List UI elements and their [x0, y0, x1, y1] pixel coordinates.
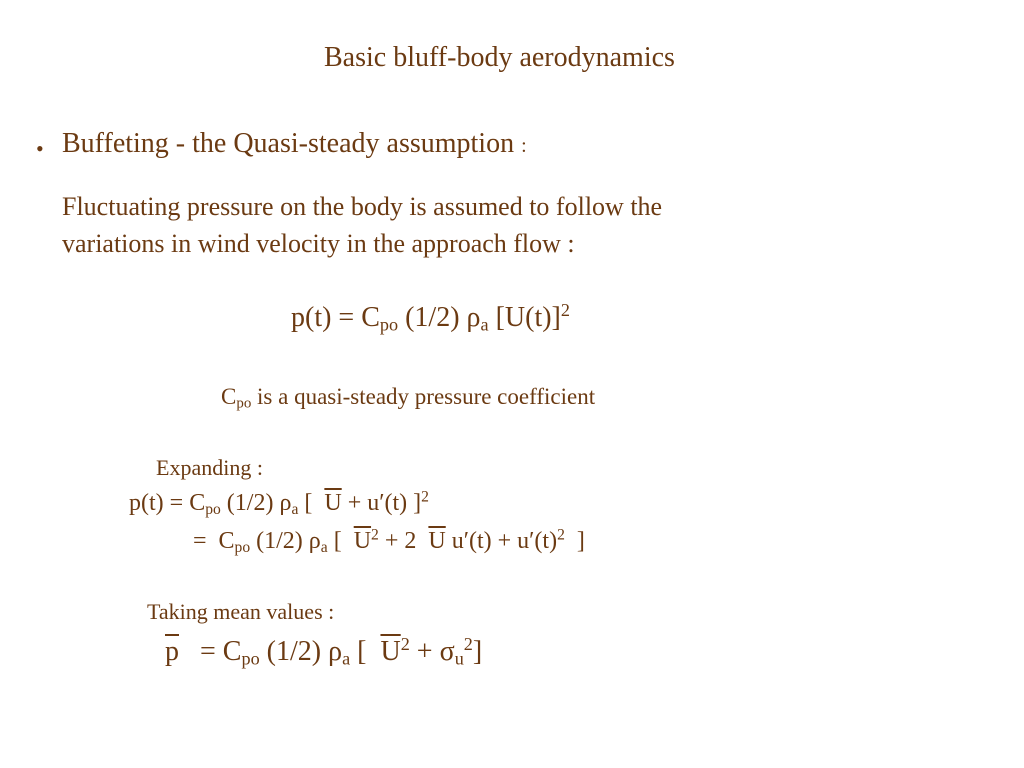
- eq4-half-rho: (1/2) ρ: [259, 636, 343, 667]
- eq3-mean-u: $\overline{U}$: [353, 528, 372, 554]
- eq4-mean-p: $\overline{p}$: [165, 636, 179, 667]
- eq3-rest: u′(t) + u′(t): [445, 528, 558, 554]
- eq4-close: ]: [472, 636, 483, 667]
- cpo-definition: [221, 384, 595, 410]
- eq2-mean-u: $\overline{U}$: [324, 490, 342, 516]
- paragraph-line-1: Fluctuating pressure on the body is assumed to follow the: [62, 192, 663, 221]
- eq3-open: [: [327, 528, 354, 554]
- eq4-mid: = C: [179, 636, 242, 667]
- eq3-sq2: 2: [557, 526, 565, 544]
- equation-mean-pressure: [165, 636, 482, 668]
- eq2-sq: 2: [421, 488, 429, 506]
- description-paragraph: [62, 188, 662, 262]
- bullet-heading-colon: :: [521, 135, 527, 157]
- eq4-a: a: [342, 648, 351, 669]
- equation-expanded-1: [129, 490, 429, 517]
- slide-title: Basic bluff-body aerodynamics: [324, 42, 675, 73]
- eq3-lhs: = C: [193, 528, 235, 554]
- eq3-po: po: [234, 538, 251, 556]
- eq2-open: [: [298, 490, 325, 516]
- eq4-mean-u: $\overline{U}$: [380, 636, 401, 667]
- eq2-half-rho: (1/2) ρ: [220, 490, 292, 516]
- cpo-c: C: [221, 384, 237, 409]
- eq4-sq1: 2: [400, 634, 410, 654]
- eq2-po: po: [205, 500, 221, 518]
- paragraph-line-2: variations in wind velocity in the approach flow :: [62, 229, 575, 258]
- eq2-lhs: p(t) = C: [129, 490, 206, 516]
- eq1-ut: [U(t)]: [488, 302, 561, 333]
- eq1-sq: 2: [560, 300, 570, 320]
- equation-expanded-2: [193, 528, 585, 555]
- cpo-text: is a quasi-steady pressure coefficient: [251, 384, 596, 409]
- equation-quasi-steady: [291, 302, 570, 334]
- eq1-po: po: [379, 314, 399, 335]
- bullet-heading: [62, 128, 527, 160]
- mean-values-label: Taking mean values :: [147, 599, 335, 624]
- eq3-mean-u-2: $\overline{U}$: [428, 528, 446, 554]
- eq4-po: po: [241, 648, 260, 669]
- cpo-po: po: [236, 395, 252, 412]
- eq1-half-rho: (1/2) ρ: [398, 302, 481, 333]
- expanding-label: Expanding :: [156, 455, 263, 480]
- eq3-mid: + 2: [378, 528, 429, 554]
- eq1-lhs: p(t) = C: [291, 302, 380, 333]
- eq2-rest: + u′(t) ]: [341, 490, 422, 516]
- bullet-marker: •: [36, 136, 44, 161]
- eq3-sq1: 2: [371, 526, 379, 544]
- eq4-open: [: [350, 636, 381, 667]
- eq2-a: a: [291, 500, 299, 518]
- eq3-close: ]: [564, 528, 585, 554]
- eq3-a: a: [320, 538, 328, 556]
- eq4-plus-sigma: + σ: [409, 636, 455, 667]
- eq4-sq2: 2: [463, 634, 473, 654]
- eq3-half-rho: (1/2) ρ: [250, 528, 321, 554]
- eq4-u: u: [454, 648, 464, 669]
- eq1-a: a: [480, 314, 489, 335]
- bullet-heading-text: Buffeting - the Quasi-steady assumption: [62, 128, 515, 159]
